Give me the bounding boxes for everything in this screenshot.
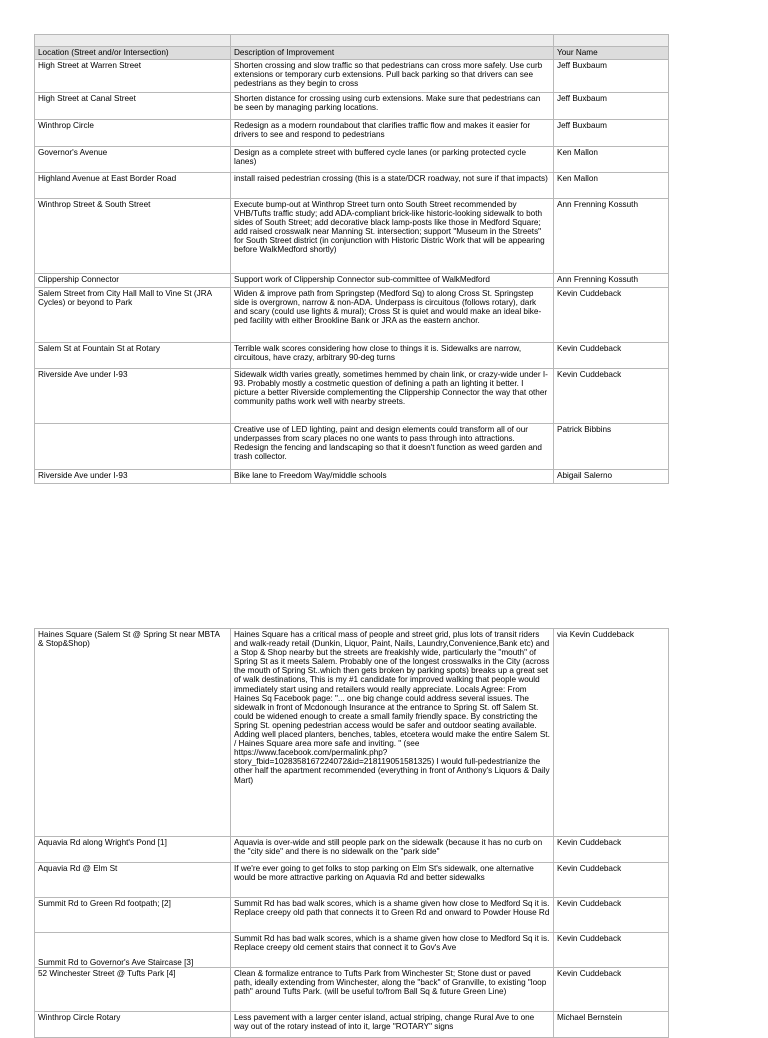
table-row <box>35 968 669 1012</box>
description-cell: Design as a complete street with buffered cycle lanes (or parking protected cycle lanes) <box>231 147 554 173</box>
table-row <box>35 274 669 288</box>
name-cell: Jeff Buxbaum <box>554 93 669 120</box>
name-cell: Kevin Cuddeback <box>554 369 669 424</box>
location-cell: High Street at Warren Street <box>35 60 231 93</box>
table-row <box>35 173 669 199</box>
blank-cell <box>35 35 231 47</box>
location-cell: Summit Rd to Green Rd footpath; [2] <box>35 898 231 933</box>
table-row <box>35 93 669 120</box>
name-cell: Ann Frenning Kossuth <box>554 274 669 288</box>
location-cell: Haines Square (Salem St @ Spring St near MBTA & Stop&Shop) <box>35 629 231 837</box>
location-cell: Salem St at Fountain St at Rotary <box>35 343 231 369</box>
name-cell: Jeff Buxbaum <box>554 120 669 147</box>
location-cell: High Street at Canal Street <box>35 93 231 120</box>
name-cell: Kevin Cuddeback <box>554 933 669 968</box>
description-cell: Execute bump-out at Winthrop Street turn onto South Street recommended by VHB/Tufts traffic study; add ADA-compliant brick-like historic-looking sidewalk to both sides of South Street; add decorative black lamp-posts like those in Medford Square; add raised crosswalk near Manning St. intersection; support "Museum in the Streets" for South Street district (in conjunction with Historic Distric Work that will be appearing before WalkMedford shortly) <box>231 199 554 274</box>
name-cell: Abigail Salerno <box>554 470 669 484</box>
header-row <box>35 47 669 60</box>
location-cell: Winthrop Circle <box>35 120 231 147</box>
name-cell: Ann Frenning Kossuth <box>554 199 669 274</box>
description-cell: Redesign as a modern roundabout that clarifies traffic flow and makes it easier for drivers to see and respond to pedestrians <box>231 120 554 147</box>
header-description: Description of Improvement <box>231 47 554 60</box>
description-cell: Terrible walk scores considering how close to things it is. Sidewalks are narrow, circuitous, have crazy, arbitrary 90-deg turns <box>231 343 554 369</box>
description-cell: Support work of Clippership Connector sub-committee of WalkMedford <box>231 274 554 288</box>
location-cell: Winthrop Circle Rotary <box>35 1012 231 1038</box>
name-cell: Kevin Cuddeback <box>554 863 669 898</box>
description-cell: Summit Rd has bad walk scores, which is a shame given how close to Medford Sq it is. Replace creepy old path that connects it to Green Rd and onward to Powder House Rd <box>231 898 554 933</box>
location-cell: Aquavia Rd @ Elm St <box>35 863 231 898</box>
header-your-name: Your Name <box>554 47 669 60</box>
description-cell: Aquavia is over-wide and still people park on the sidewalk (because it has no curb on the "city side" and there is no sidewalk on the "park side" <box>231 837 554 863</box>
location-cell: Clippership Connector <box>35 274 231 288</box>
name-cell: Kevin Cuddeback <box>554 343 669 369</box>
location-cell: Aquavia Rd along Wright's Pond [1] <box>35 837 231 863</box>
description-cell: Haines Square has a critical mass of people and street grid, plus lots of transit riders and walk-ready retail (Dunkin, Liquor, Paint, Nails, Laundry,Convenience,Bank etc) and a Stop & Shop nearby but the streets are freakishly wide, particularly the "mouth" of Spring St as it meets Salem. Probably one of the longest crosswalks in the City (across the mouth of Spring St..which then gets broken by parking spots) breaks up a great set of walk destinations, This is my #1 candidate for improved walking that people would immediately start using and retailers would really appreciate. Locals Agree: From Haines Sq Facebook page: "... one big change could address several issues. The sidewalk in front of Mcdonough Insurance at the entrance to Spring St. off Salem St. could be widened enough to create a small family friendly space. By constricting the Spring St. opening pedestrian access would be safer and outdoor seating available. Adding well placed planters, benches, tables, etcetera would make the entire Salem St. / Haines Square area more safe and inviting. " (see https://www.facebook.com/permalink.php?story_fbid=1028358167224072&id=218119051581325) I would full-pedestrianize the other half the apartment recommended (everything in front of Anthony's Liquors & Daily Mart) <box>231 629 554 837</box>
name-cell: Kevin Cuddeback <box>554 288 669 343</box>
description-cell: Bike lane to Freedom Way/middle schools <box>231 470 554 484</box>
table-row <box>35 369 669 424</box>
description-cell: Widen & improve path from Springstep (Medford Sq) to along Cross St. Springstep side is overgrown, narrow & non-ADA. Underpass is circuitous (follows rotary), dark and scary (could use lights & mural); Cross St is quiet and would make an ideal bike-ped facility with either Brookline Bank or JRA as the eastern anchor. <box>231 288 554 343</box>
table-row <box>35 424 669 470</box>
description-cell: Sidewalk width varies greatly, sometimes hemmed by chain link, or crazy-wide under I-93. Probably mostly a costmetic question of defining a path an lighting it better. I picture a better Riverside complementing the Clippership Connector the way that other community paths work well with nearby streets. <box>231 369 554 424</box>
location-cell <box>35 424 231 470</box>
description-cell: If we're ever going to get folks to stop parking on Elm St's sidewalk, one alternative would be more attractive parking on Aquavia Rd and better sidewalks <box>231 863 554 898</box>
blank-cell <box>231 35 554 47</box>
description-cell: Shorten distance for crossing using curb extensions. Make sure that pedestrians can be seen by managing parking locations. <box>231 93 554 120</box>
location-cell: Governor's Avenue <box>35 147 231 173</box>
location-cell: Salem Street from City Hall Mall to Vine St (JRA Cycles) or beyond to Park <box>35 288 231 343</box>
location-cell: Summit Rd to Governor's Ave Staircase [3] <box>35 933 231 968</box>
table-row <box>35 837 669 863</box>
blank-row <box>35 35 669 47</box>
header-location: Location (Street and/or Intersection) <box>35 47 231 60</box>
description-cell: Clean & formalize entrance to Tufts Park from Winchester St; Stone dust or paved path, ideally extending from Winchester, along the "back" of Granville, to existing "loop path" around Tufts Park. (will be useful to/from Ball Sq & future Green Line) <box>231 968 554 1012</box>
table-row <box>35 933 669 968</box>
table-row <box>35 1012 669 1038</box>
location-cell: 52 Winchester Street @ Tufts Park [4] <box>35 968 231 1012</box>
description-cell: install raised pedestrian crossing (this is a state/DCR roadway, not sure if that impacts) <box>231 173 554 199</box>
description-cell: Creative use of LED lighting, paint and design elements could transform all of our underpasses from scary places no one wants to pass through into attractions. Redesign the fencing and landscaping so that it doesn't function as weed garden and trash collector. <box>231 424 554 470</box>
table-row <box>35 147 669 173</box>
improvements-table-bottom <box>34 628 669 1038</box>
location-cell: Riverside Ave under I-93 <box>35 369 231 424</box>
table-row <box>35 863 669 898</box>
name-cell: via Kevin Cuddeback <box>554 629 669 837</box>
name-cell: Ken Mallon <box>554 147 669 173</box>
table-row <box>35 343 669 369</box>
name-cell: Michael Bernstein <box>554 1012 669 1038</box>
table-row <box>35 60 669 93</box>
name-cell: Jeff Buxbaum <box>554 60 669 93</box>
name-cell: Patrick Bibbins <box>554 424 669 470</box>
improvements-table-top <box>34 34 669 484</box>
location-cell: Highland Avenue at East Border Road <box>35 173 231 199</box>
table-row <box>35 470 669 484</box>
name-cell: Ken Mallon <box>554 173 669 199</box>
table-row <box>35 120 669 147</box>
table-row <box>35 898 669 933</box>
name-cell: Kevin Cuddeback <box>554 898 669 933</box>
location-cell: Winthrop Street & South Street <box>35 199 231 274</box>
name-cell: Kevin Cuddeback <box>554 968 669 1012</box>
name-cell: Kevin Cuddeback <box>554 837 669 863</box>
table-row <box>35 288 669 343</box>
description-cell: Less pavement with a larger center island, actual striping, change Rural Ave to one way out of the rotary instead of into it, large "ROTARY" signs <box>231 1012 554 1038</box>
description-cell: Summit Rd has bad walk scores, which is a shame given how close to Medford Sq it is. Replace creepy old cement stairs that connect it to Gov's Ave <box>231 933 554 968</box>
blank-cell <box>554 35 669 47</box>
description-cell: Shorten crossing and slow traffic so that pedestrians can cross more safely. Use curb extensions or temporary curb extensions. Pull back parking so that drivers can see pedestrians as they begin to cross <box>231 60 554 93</box>
table-row <box>35 199 669 274</box>
location-cell: Riverside Ave under I-93 <box>35 470 231 484</box>
table-row <box>35 629 669 837</box>
